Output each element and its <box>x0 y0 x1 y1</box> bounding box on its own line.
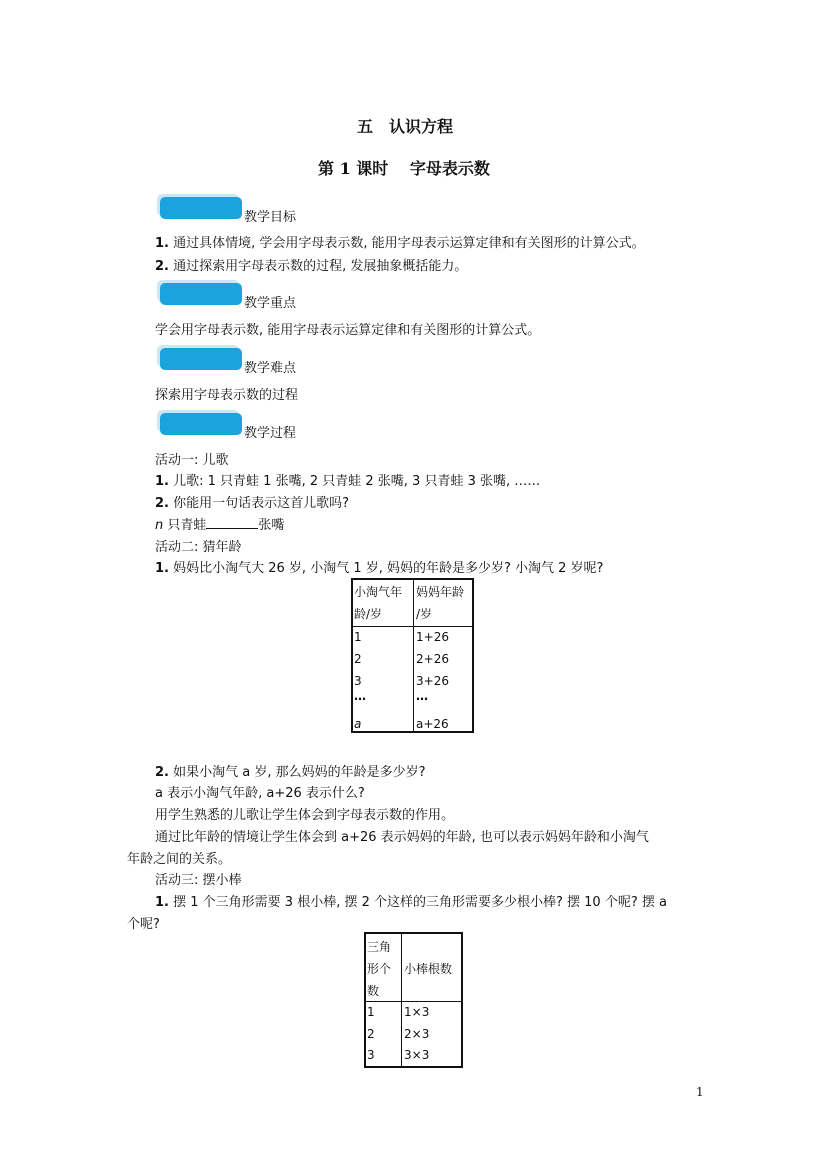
table-cell: … <box>416 689 428 703</box>
line-number: 1. <box>155 561 169 576</box>
activity2-q2b: a 表示小淘气年龄, a+26 表示什么? <box>155 786 365 801</box>
table-divider <box>401 934 402 1066</box>
table-divider <box>353 626 472 627</box>
variable-n: n <box>155 518 164 533</box>
activity2-note3: 年龄之间的关系。 <box>127 852 232 867</box>
activity1-line2 <box>155 492 349 511</box>
table-header-cell: /岁 <box>416 607 433 621</box>
line-text: 你能用一句话表示这首儿歌吗? <box>168 496 350 511</box>
section-badge <box>160 413 242 435</box>
activity1-title: 活动一: 儿歌 <box>155 453 229 468</box>
goal-text-1: 通过具体情境, 学会用字母表示数, 能用字母表示运算定律和有关图形的计算公式。 <box>168 236 645 251</box>
line-text: 张嘴 <box>258 518 285 533</box>
table-cell: 3 <box>354 674 362 688</box>
goal-text-2: 通过探索用字母表示数的过程, 发展抽象概括能力。 <box>168 259 468 274</box>
sticks-table <box>364 932 463 1068</box>
table-cell: 3+26 <box>416 674 449 688</box>
table-cell: a <box>354 717 362 731</box>
table-header-cell: 形个 <box>367 962 392 976</box>
activity3-title: 活动三: 摆小棒 <box>155 873 242 888</box>
table-cell: 2+26 <box>416 652 449 666</box>
section-heading-difficulties: 教学难点 <box>244 361 297 376</box>
table-cell: 2×3 <box>404 1027 430 1041</box>
line-text: 妈妈比小淘气大 26 岁, 小淘气 1 岁, 妈妈的年龄是多少岁? 小淘气 2 岁呢? <box>168 561 604 576</box>
line-text: 儿歌: 1 只青蛙 1 张嘴, 2 只青蛙 2 张嘴, 3 只青蛙 3 张嘴, …… <box>168 474 541 489</box>
page-number: 1 <box>696 1085 704 1099</box>
activity2-title: 活动二: 猜年龄 <box>155 540 242 555</box>
section-heading-goals: 教学目标 <box>244 210 297 225</box>
lesson-title: 第 1 课时 字母表示数 <box>318 159 490 178</box>
line-number: 1. <box>155 474 169 489</box>
activity1-line3 <box>155 514 284 533</box>
table-header-cell: 龄/岁 <box>354 607 383 621</box>
table-cell: 3×3 <box>404 1048 430 1062</box>
section-badge <box>160 348 242 370</box>
activity3-q1b: 个呢? <box>127 917 160 932</box>
table-cell: … <box>354 689 366 703</box>
section-badge <box>160 283 242 305</box>
chapter-title: 五 认识方程 <box>357 117 454 136</box>
goal-item-1 <box>155 232 645 251</box>
age-table <box>351 578 474 733</box>
activity2-note1: 用学生熟悉的儿歌让学生体会到字母表示数的作用。 <box>155 808 455 823</box>
line-text: 只青蛙 <box>163 518 207 533</box>
line-text: 如果小淘气 a 岁, 那么妈妈的年龄是多少岁? <box>168 765 426 780</box>
table-cell: 1 <box>367 1005 375 1019</box>
table-cell: 1×3 <box>404 1005 430 1019</box>
table-cell: 2 <box>354 652 362 666</box>
table-header-cell: 小淘气年 <box>354 585 403 599</box>
activity2-q1 <box>155 557 603 576</box>
table-cell: 1+26 <box>416 630 449 644</box>
table-cell: 2 <box>367 1027 375 1041</box>
table-header-cell: 妈妈年龄 <box>416 585 465 599</box>
section-badge <box>160 197 242 219</box>
line-number: 1. <box>155 895 169 910</box>
table-cell: 3 <box>367 1048 375 1062</box>
activity2-note2: 通过比年龄的情境让学生体会到 a+26 表示妈妈的年龄, 也可以表示妈妈年龄和小淘气 <box>155 830 649 845</box>
table-header-cell: 小棒根数 <box>404 962 453 976</box>
goal-item-2 <box>155 255 467 274</box>
table-cell: 1 <box>354 630 362 644</box>
line-text: 摆 1 个三角形需要 3 根小棒, 摆 2 个这样的三角形需要多少根小棒? 摆 10 个呢? 摆 a <box>168 895 667 910</box>
table-header-cell: 三角 <box>367 940 392 954</box>
line-number: 2. <box>155 496 169 511</box>
goal-num-1: 1. <box>155 236 169 251</box>
key-points-text: 学会用字母表示数, 能用字母表示运算定律和有关图形的计算公式。 <box>155 323 541 338</box>
table-divider <box>366 1001 461 1002</box>
table-cell: a+26 <box>416 717 449 731</box>
table-header-cell: 数 <box>367 984 380 998</box>
activity2-q2 <box>155 761 426 780</box>
answer-blank[interactable] <box>206 516 258 529</box>
line-number: 2. <box>155 765 169 780</box>
section-heading-process: 教学过程 <box>244 426 297 441</box>
activity3-q1 <box>155 891 667 910</box>
goal-num-2: 2. <box>155 259 169 274</box>
table-divider <box>413 580 414 731</box>
difficulties-text: 探索用字母表示数的过程 <box>155 388 299 403</box>
activity1-line1 <box>155 470 540 489</box>
section-heading-key-points: 教学重点 <box>244 296 297 311</box>
